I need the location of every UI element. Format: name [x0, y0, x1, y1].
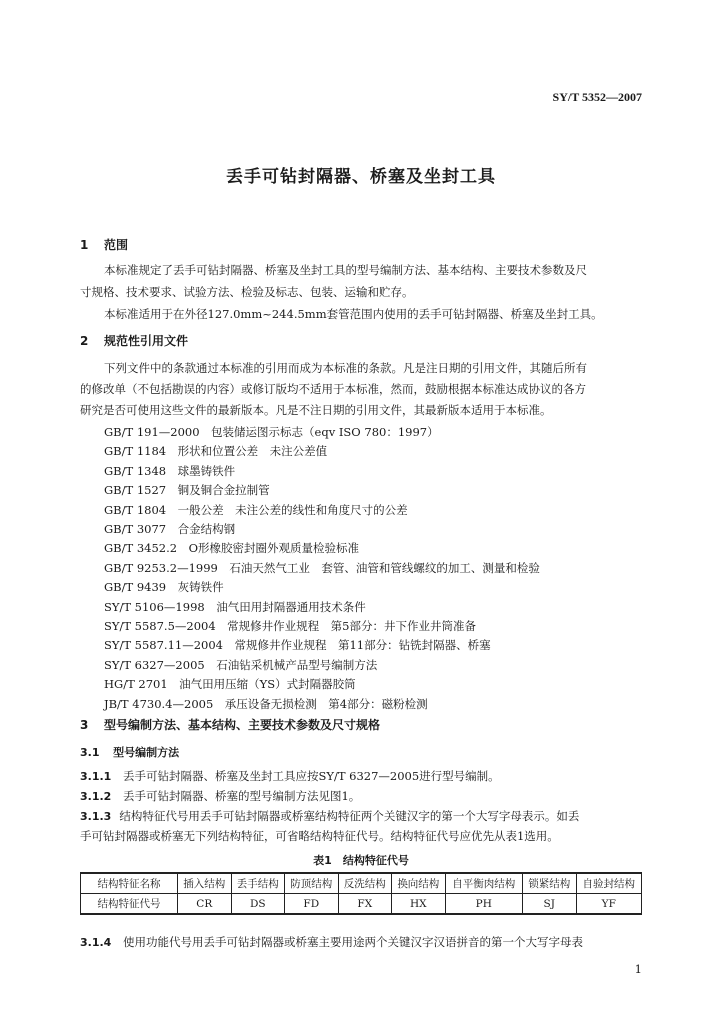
paragraph-line: 本标准适用于在外径127.0mm~244.5mm套管范围内使用的丢手可钻封隔器、桥塞及坐封工具。 — [104, 307, 603, 321]
clause-text: 丢手可钻封隔器、桥塞的型号编制方法见图1。 — [122, 789, 361, 803]
clause-number: 3.1.4 — [80, 936, 112, 949]
clause-number: 3.1.2 — [80, 790, 112, 803]
table-cell: FD — [285, 894, 339, 915]
table-row-header: 结构特征名称 — [81, 873, 178, 894]
paragraph-line: 的修改单（不包括勘误的内容）或修订版均不适用于本标准，然而，鼓励根据本标准达成协议的各方 — [80, 382, 586, 396]
paragraph-line: 下列文件中的条款通过本标准的引用而成为本标准的条款。凡是注日期的引用文件，其随后所有 — [104, 361, 587, 375]
table-cell: 丢手结构 — [231, 873, 285, 894]
subsection-title: 型号编制方法 — [113, 746, 180, 759]
table-cell: 换向结构 — [392, 873, 446, 894]
reference-item: GB/T 191—2000 包装储运图示标志（eqv ISO 780：1997） — [104, 425, 439, 439]
table-row — [81, 894, 642, 915]
reference-item: GB/T 1804 一般公差 未注公差的线性和角度尺寸的公差 — [104, 502, 408, 517]
section-2-heading — [80, 332, 188, 349]
section-number: 3 — [80, 718, 89, 732]
reference-item: GB/T 1527 铜及铜合金拉制管 — [104, 483, 270, 498]
table-row — [81, 873, 642, 894]
reference-item: JB/T 4730.4—2005 承压设备无损检测 第4部分：磁粉检测 — [104, 696, 428, 711]
clause-3-1-3-line — [80, 808, 579, 824]
clause-number: 3.1.3 — [80, 810, 112, 823]
clause-number: 3.1.1 — [80, 770, 112, 783]
table-row-header: 结构特征代号 — [81, 894, 178, 915]
reference-item: GB/T 1348 球墨铸铁件 — [104, 463, 236, 478]
section-1-heading — [80, 236, 128, 253]
reference-item: SY/T 5106—1998 油气田用封隔器通用技术条件 — [104, 599, 366, 614]
paragraph-line: 研究是否可使用这些文件的最新版本。凡是不注日期的引用文件，其最新版本适用于本标准。 — [80, 403, 552, 417]
structure-feature-table — [80, 872, 642, 915]
subsection-heading — [80, 744, 179, 760]
table-cell: 防顶结构 — [285, 873, 339, 894]
paragraph-line: 本标准规定了丢手可钻封隔器、桥塞及坐封工具的型号编制方法、基本结构、主要技术参数及尺 — [104, 263, 587, 277]
table-caption: 表1 结构特征代号 — [313, 854, 409, 867]
reference-item: HG/T 2701 油气田用压缩（YS）式封隔器胶筒 — [104, 677, 356, 692]
section-title: 范围 — [104, 238, 129, 252]
table-cell: DS — [231, 894, 285, 915]
document-title: 丢手可钻封隔器、桥塞及坐封工具 — [226, 167, 496, 187]
table-cell: FX — [338, 894, 392, 915]
section-title: 型号编制方法、基本结构、主要技术参数及尺寸规格 — [104, 718, 381, 732]
reference-item: SY/T 5587.5—2004 常规修井作业规程 第5部分：井下作业井筒准备 — [104, 619, 476, 633]
reference-item: SY/T 5587.11—2004 常规修井作业规程 第11部分：钻铣封隔器、桥塞 — [104, 638, 491, 653]
clause-3-1-3-line — [80, 828, 559, 844]
page-number: 1 — [634, 962, 642, 976]
table-cell: 自平衡肉结构 — [445, 873, 522, 894]
reference-item: GB/T 3077 合金结构钢 — [104, 522, 236, 536]
table-cell: 锁紧结构 — [523, 873, 577, 894]
table-cell: 反洗结构 — [338, 873, 392, 894]
clause-text: 丢手可钻封隔器、桥塞及坐封工具应按SY/T 6327—2005进行型号编制。 — [122, 769, 500, 783]
reference-item: GB/T 9439 灰铸铁件 — [104, 580, 224, 595]
clause-3-1-1 — [80, 768, 500, 784]
clause-text: 手可钻封隔器或桥塞无下列结构特征，可省略结构特征代号。结构特征代号应优先从表1选用。 — [80, 829, 559, 843]
table-cell: YF — [576, 894, 641, 915]
paragraph-line: 寸规格、技术要求、试验方法、检验及标志、包装、运输和贮存。 — [80, 285, 414, 299]
section-number: 2 — [80, 334, 89, 348]
reference-item: GB/T 1184 形状和位置公差 未注公差值 — [104, 444, 328, 459]
table-cell: CR — [178, 894, 232, 915]
table-cell: 插入结构 — [178, 873, 232, 894]
reference-item: GB/T 3452.2 O形橡胶密封圈外观质量检验标准 — [104, 541, 360, 556]
clause-text: 使用功能代号用丢手可钻封隔器或桥塞主要用途两个关键汉字汉语拼音的第一个大写字母表 — [122, 935, 583, 949]
section-number: 1 — [80, 238, 89, 252]
table-cell: HX — [392, 894, 446, 915]
section-title: 规范性引用文件 — [104, 334, 189, 348]
table-cell: 自验封结构 — [576, 873, 641, 894]
subsection-number: 3.1 — [80, 746, 100, 759]
clause-text: 结构特征代号用丢手可钻封隔器或桥塞结构特征两个关键汉字的第一个大写字母表示。如丢 — [119, 809, 580, 823]
reference-item: GB/T 9253.2—1999 石油天然气工业 套管、油管和管线螺纹的加工、测量和检验 — [104, 560, 540, 575]
clause-3-1-2 — [80, 788, 360, 804]
section-3-heading — [80, 716, 380, 733]
reference-item: SY/T 6327—2005 石油钻采机械产品型号编制方法 — [104, 657, 378, 672]
table-cell: SJ — [523, 894, 577, 915]
table-cell: PH — [445, 894, 522, 915]
clause-3-1-4 — [80, 934, 583, 950]
standard-code: SY/T 5352—2007 — [552, 90, 642, 104]
